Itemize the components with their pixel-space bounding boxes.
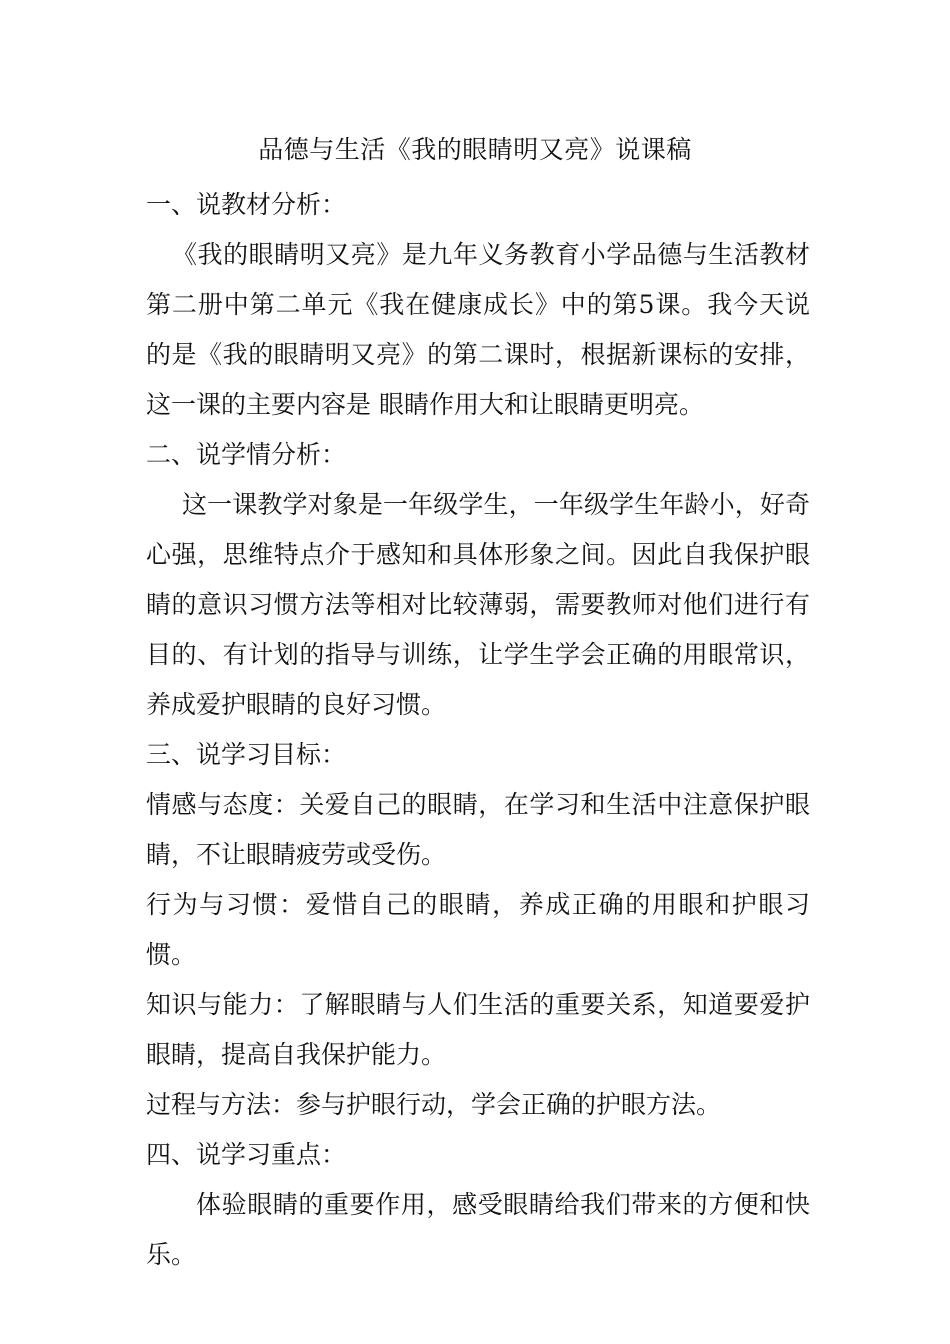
paragraph-goal-process: 过程与方法：参与护眼行动，学会正确的护眼方法。 — [146, 1090, 722, 1119]
paragraph-key-points: 体验眼睛的重要作用，感受眼睛给我们带来的方便和快乐。 — [146, 1190, 810, 1269]
paragraph-goal-emotion: 情感与态度：关爱自己的眼睛，在学习和生活中注意保护眼睛，不让眼睛疲劳或受伤。 — [146, 790, 810, 869]
section-heading-key-points: 四、说学习重点： — [146, 1140, 347, 1169]
section-heading-textbook-analysis: 一、说教材分析： — [146, 190, 347, 219]
paragraph-goal-knowledge: 知识与能力：了解眼睛与人们生活的重要关系，知道要爱护眼睛，提高自我保护能力。 — [146, 990, 810, 1069]
section-heading-learner-analysis: 二、说学情分析： — [146, 440, 347, 469]
document-body — [146, 180, 810, 1280]
paragraph-textbook-analysis: 《我的眼睛明又亮》是九年义务教育小学品德与生活教材第二册中第二单元《我在健康成长》中的第5课。我今天说的是《我的眼睛明又亮》的第二课时，根据新课标的安排，这一课的主要内容是 眼睛作用大和让眼睛更明亮。 — [146, 240, 810, 419]
paragraph-goal-behavior: 行为与习惯：爱惜自己的眼睛，养成正确的用眼和护眼习惯。 — [146, 890, 810, 969]
paragraph-learner-analysis: 这一课教学对象是一年级学生，一年级学生年龄小，好奇心强，思维特点介于感知和具体形象之间。因此自我保护眼睛的意识习惯方法等相对比较薄弱，需要教师对他们进行有目的、有计划的指导与训练，让学生学会正确的用眼常识，养成爱护眼睛的良好习惯。 — [146, 490, 810, 719]
section-heading-learning-goals: 三、说学习目标： — [146, 740, 347, 769]
document-title: 品德与生活《我的眼睛明又亮》说课稿 — [258, 135, 692, 164]
